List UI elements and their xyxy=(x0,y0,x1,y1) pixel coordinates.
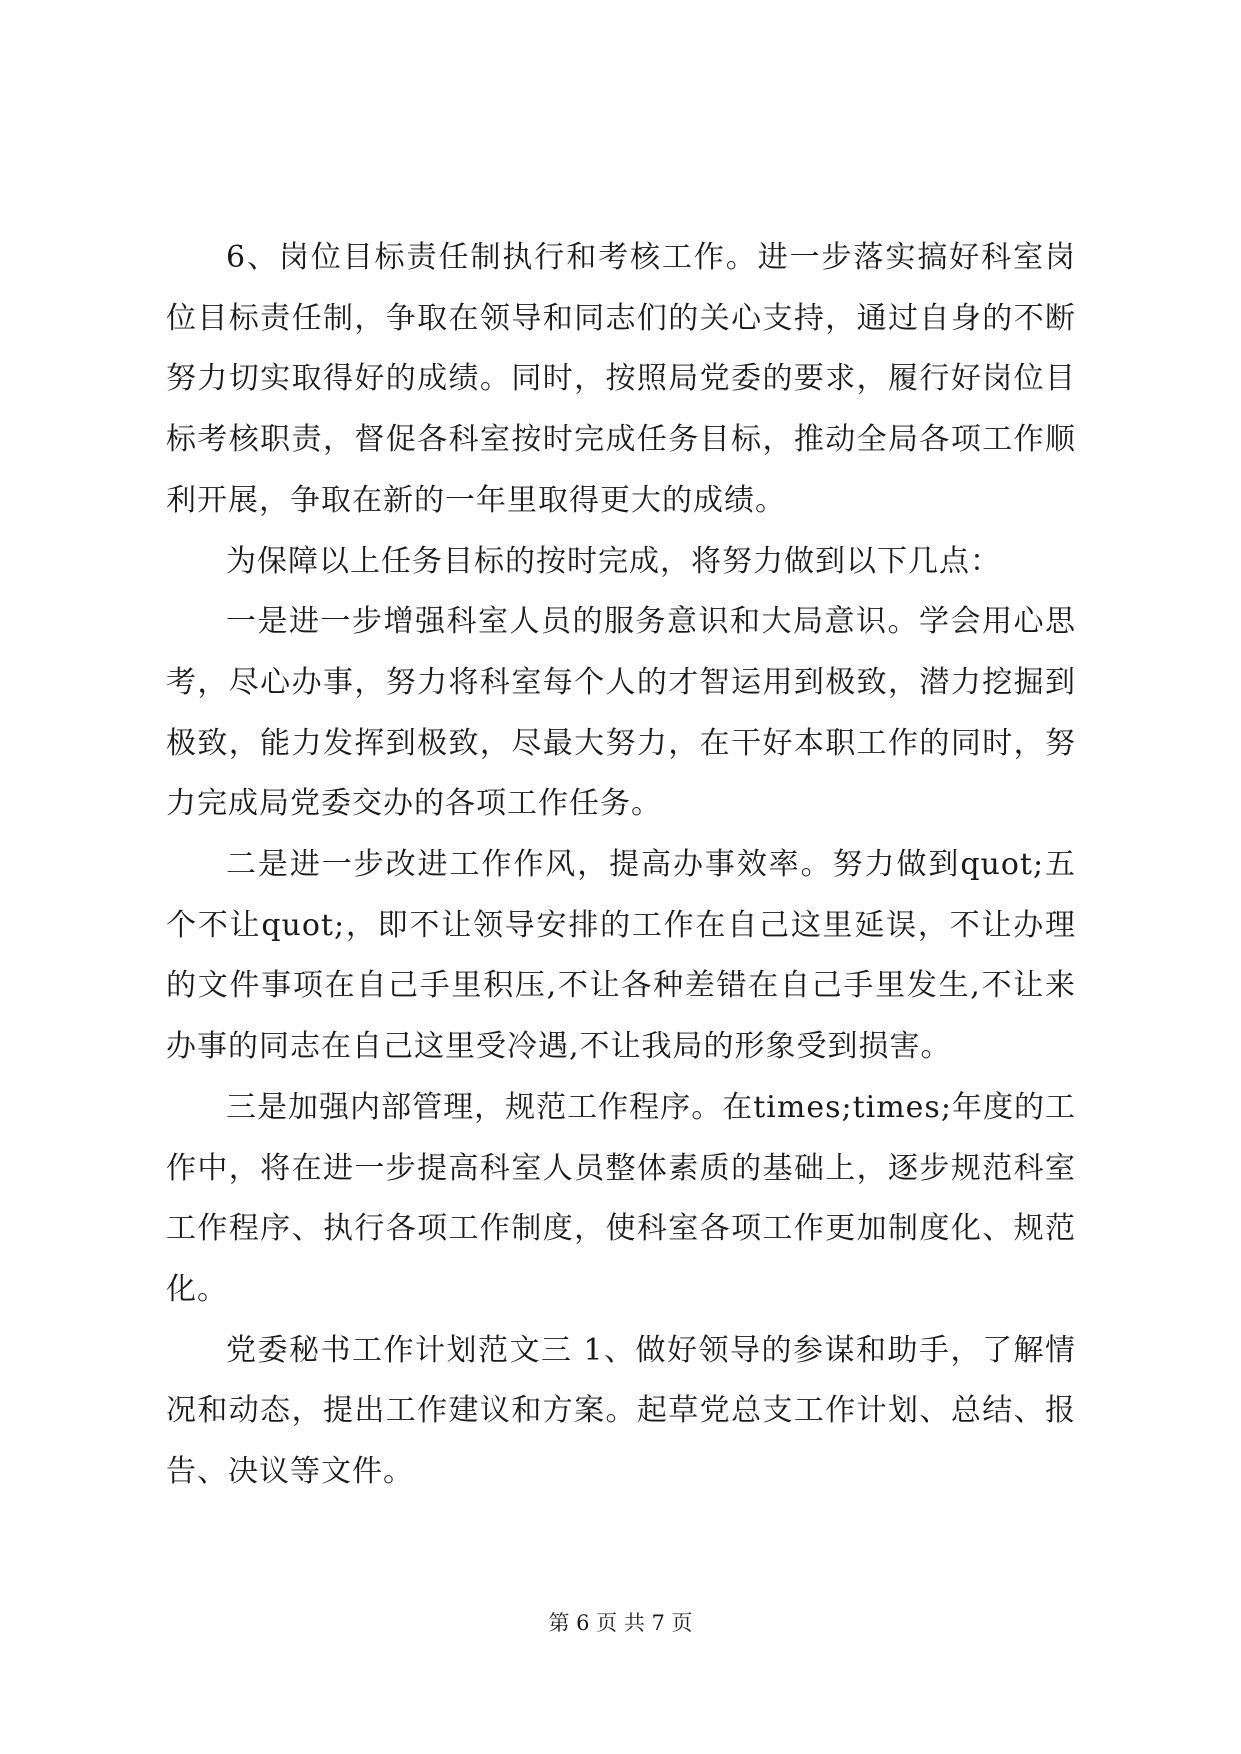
paragraph-sample-three: 党委秘书工作计划范文三 1、做好领导的参谋和助手，了解情况和动态，提出工作建议和方案。起草党总支工作计划、总结、报告、决议等文件。 xyxy=(166,1332,1076,1490)
paragraph-point-three: 三是加强内部管理，规范工作程序。在times;times;年度的工作中，将在进一步提高科室人员整体素质的基础上，逐步规范科室工作程序、执行各项工作制度，使科室各项工作更加制度化、规范化。 xyxy=(166,1089,1076,1307)
paragraph-point-two: 二是进一步改进工作作风，提高办事效率。努力做到quot;五个不让quot;，即不让领导安排的工作在自己这里延误，不让办理的文件事项在自己手里积压,不让各种差错在自己手里发生,不让来办事的同志在自己这里受冷遇,不让我局的形象受到损害。 xyxy=(166,847,1076,1065)
document-body xyxy=(166,228,1076,1503)
paragraph-guarantee-intro: 为保障以上任务目标的按时完成，将努力做到以下几点： xyxy=(226,543,1001,579)
page-number-footer: 第 6 页 共 7 页 xyxy=(548,1611,693,1635)
paragraph-job-target-responsibility: 6、岗位目标责任制执行和考核工作。进一步落实搞好科室岗位目标责任制，争取在领导和同志们的关心支持，通过自身的不断努力切实取得好的成绩。同时，按照局党委的要求，履行好岗位目标考核职责，督促各科室按时完成任务目标，推动全局各项工作顺利开展，争取在新的一年里取得更大的成绩。 xyxy=(166,240,1076,518)
paragraph-point-one: 一是进一步增强科室人员的服务意识和大局意识。学会用心思考，尽心办事，努力将科室每个人的才智运用到极致，潜力挖掘到极致，能力发挥到极致，尽最大努力，在干好本职工作的同时，努力完成局党委交办的各项工作任务。 xyxy=(166,604,1076,822)
